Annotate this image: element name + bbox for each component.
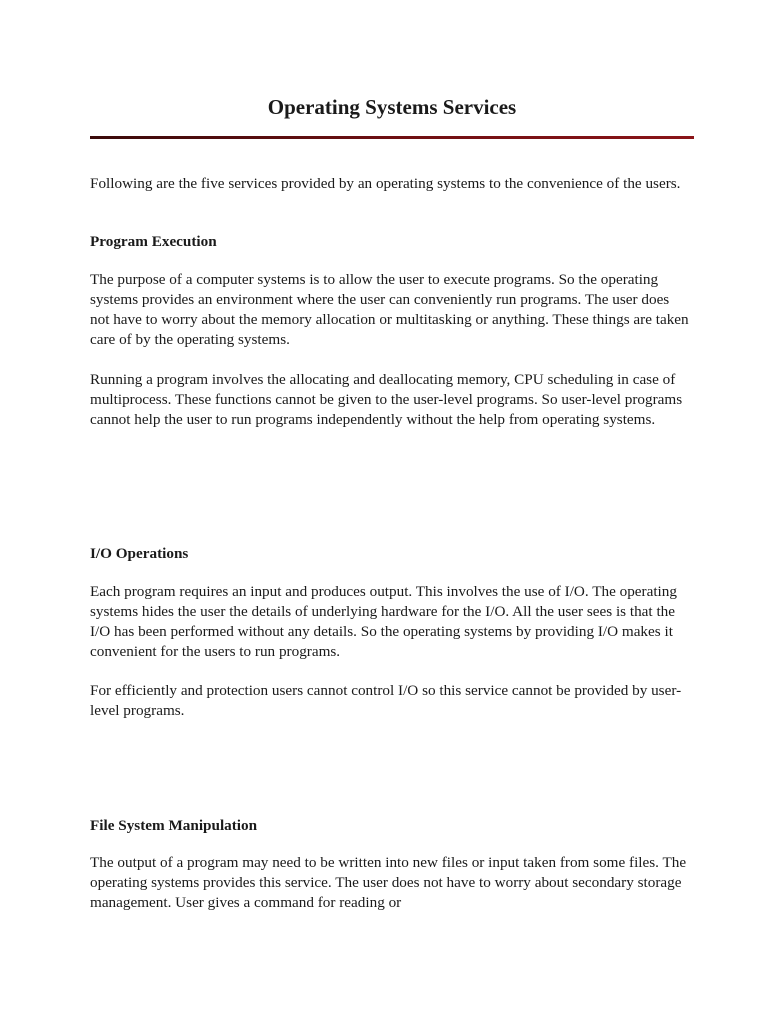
file-system-paragraph-1: The output of a program may need to be written into new files or input taken from some files. The operating systems provides this service. The user does not have to worry about secondary storage management. User gives a command for reading or xyxy=(90,854,687,911)
section-heading-file-system-manipulation: File System Manipulation xyxy=(90,817,258,834)
program-execution-paragraph-2: Running a program involves the allocating and deallocating memory, CPU scheduling in case of multiprocess. These functions cannot be given to the user-level programs. So user-level programs cannot help the user to run programs independently without the help from operating systems. xyxy=(90,371,683,428)
program-execution-paragraph-1: The purpose of a computer systems is to allow the user to execute programs. So the operating systems provides an environment where the user can conveniently run programs. The user does not have to worry about the memory allocation or multitasking or anything. These things are taken care of by the operating systems. xyxy=(90,271,689,348)
io-operations-paragraph-2: For efficiently and protection users cannot control I/O so this service cannot be provided by user-level programs. xyxy=(90,682,682,719)
section-heading-io-operations: I/O Operations xyxy=(90,545,189,562)
section-heading-program-execution: Program Execution xyxy=(90,233,217,250)
io-operations-paragraph-1: Each program requires an input and produces output. This involves the use of I/O. The operating systems hides the user the details of underlying hardware for the I/O. All the user sees is that the I/O has been performed without any details. So the operating systems by providing I/O makes it convenient for the users to run programs. xyxy=(90,583,677,660)
page-title: Operating Systems Services xyxy=(267,95,517,119)
title-divider xyxy=(90,136,694,139)
intro-paragraph: Following are the five services provided by an operating systems to the convenience of the users. xyxy=(90,175,681,192)
